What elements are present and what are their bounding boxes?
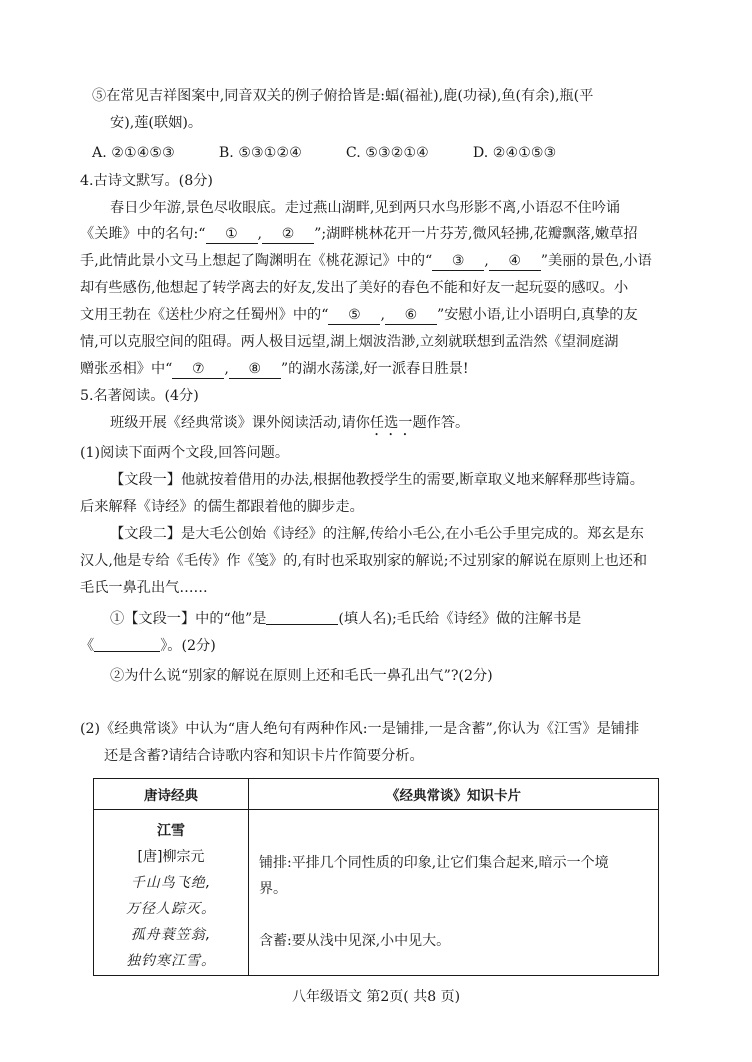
q4-title: 4.古诗文默写。(8分) bbox=[80, 173, 213, 189]
info-hanxu: 含蓄:要从浅中见深,小中见大。 bbox=[259, 933, 451, 949]
q5-sub1-cont: 《 》。(2分) bbox=[80, 638, 216, 654]
q4-line6: 情,可以克服空间的阻碍。两人极目远望,湖上烟波浩渺,立刻就联想到孟浩然《望洞庭湖 bbox=[80, 334, 619, 350]
q4-line4: 却有些感伤,他想起了转学离去的好友,发出了美好的春色不能和好友一起玩耍的感叹。小 bbox=[80, 280, 629, 296]
q3-item5-line1: ⑤在常见吉祥图案中,同音双关的例子俯拾皆是:蝠(福祉),鹿(功禄),鱼(有余),瓶(平 bbox=[92, 88, 594, 104]
page-footer: 八年级语文 第2页( 共8 页) bbox=[291, 989, 461, 1005]
option-a[interactable]: A. ②①④⑤③ bbox=[92, 145, 175, 161]
poem-author: [唐]柳宗元 bbox=[137, 849, 205, 865]
answer-blank-book[interactable] bbox=[94, 637, 160, 652]
blank-3[interactable]: ③ bbox=[432, 252, 484, 271]
q5-sub2: ②为什么说“别家的解说在原则上还和毛氏一鼻孔出气”?(2分) bbox=[110, 668, 493, 684]
info-puopai-line2: 界。 bbox=[259, 881, 287, 897]
blank-6[interactable]: ⑥ bbox=[385, 306, 437, 325]
blank-4[interactable]: ④ bbox=[489, 252, 541, 271]
poem-cell bbox=[94, 810, 249, 976]
poem-line: 万径人踪灭。 bbox=[126, 901, 216, 917]
q5-title: 5.名著阅读。(4分) bbox=[80, 388, 199, 404]
q5-part2-line2: 还是含蓄?请结合诗歌内容和知识卡片作简要分析。 bbox=[104, 748, 424, 764]
blank-8[interactable]: ⑧ bbox=[229, 360, 281, 379]
answer-blank-name[interactable] bbox=[266, 610, 338, 625]
q4-line2: 《关雎》中的名句:“ ① , ② ”;湖畔桃林花开一片芬芳,微风轻拂,花瓣飘落,嫩草招 bbox=[80, 226, 638, 242]
q4-line1: 春日少年游,景色尽收眼底。走过燕山湖畔,见到两只水鸟形影不离,小语忍不住吟诵 bbox=[110, 200, 621, 216]
poem-title: 江雪 bbox=[157, 823, 185, 839]
q4-line7: 赠张丞相》中“ ⑦ , ⑧ ”的湖水荡漾,好一派春日胜景! bbox=[80, 361, 469, 377]
option-b[interactable]: B. ⑤③①②④ bbox=[218, 145, 302, 161]
q3-item5-line2: 安),莲(联姻)。 bbox=[110, 115, 203, 131]
segment1-line1: 【文段一】他就按着借用的办法,根据他教授学生的需要,断章取义地来解释那些诗篇。 bbox=[110, 472, 644, 488]
segment2-line1: 【文段二】是大毛公创始《诗经》的注解,传给小毛公,在小毛公手里完成的。郑玄是东 bbox=[110, 526, 644, 542]
q3-options bbox=[92, 142, 600, 164]
info-cell bbox=[249, 810, 659, 976]
poem-line: 独钓寒江雪。 bbox=[126, 953, 216, 969]
header-card: 《经典常谈》知识卡片 bbox=[249, 779, 659, 810]
emphasis-dots: 任选一 bbox=[369, 415, 413, 431]
segment2-line3: 毛氏一鼻孔出气…… bbox=[80, 580, 208, 596]
poem-line: 千山鸟飞绝, bbox=[130, 875, 212, 891]
blank-1[interactable]: ① bbox=[206, 225, 258, 244]
header-poem: 唐诗经典 bbox=[94, 779, 249, 810]
q5-sub1: ①【文段一】中的“他”是 (填人名);毛氏给《诗经》做的注解书是 bbox=[110, 611, 582, 627]
segment1-line2: 后来解释《诗经》的儒生都跟着他的脚步走。 bbox=[80, 499, 364, 515]
q5-part1-title: (1)阅读下面两个文段,回答问题。 bbox=[80, 445, 290, 461]
option-c[interactable]: C. ⑤③②①④ bbox=[345, 145, 429, 161]
q4-line3: 手,此情此景小文马上想起了陶渊明在《桃花源记》中的“ ③ , ④ ”美丽的景色,小语 bbox=[80, 253, 652, 269]
option-d[interactable]: D. ②④①⑤③ bbox=[472, 145, 557, 161]
info-puopai-line1: 铺排:平排几个同性质的印象,让它们集合起来,暗示一个境 bbox=[259, 855, 609, 871]
blank-7[interactable]: ⑦ bbox=[172, 360, 224, 379]
q4-line5: 文用王勃在《送杜少府之任蜀州》中的“ ⑤ , ⑥ ”安慰小语,让小语明白,真挚的友 bbox=[80, 307, 638, 323]
knowledge-card-table bbox=[93, 778, 659, 976]
blank-5[interactable]: ⑤ bbox=[328, 306, 380, 325]
segment2-line2: 汉人,他是专给《毛传》作《笺》的,有时也采取别家的解说;不过别家的解说在原则上也还和 bbox=[80, 553, 648, 569]
q5-intro: 班级开展《经典常谈》课外阅读活动,请你任选一题作答。 bbox=[110, 415, 470, 431]
q5-part2-line1: (2)《经典常谈》中认为“唐人绝句有两种作风:一是铺排,一是含蓄”,你认为《江雪》是铺排 bbox=[80, 721, 640, 737]
poem-line: 孤舟蓑笠翁, bbox=[130, 927, 212, 943]
blank-2[interactable]: ② bbox=[262, 225, 314, 244]
